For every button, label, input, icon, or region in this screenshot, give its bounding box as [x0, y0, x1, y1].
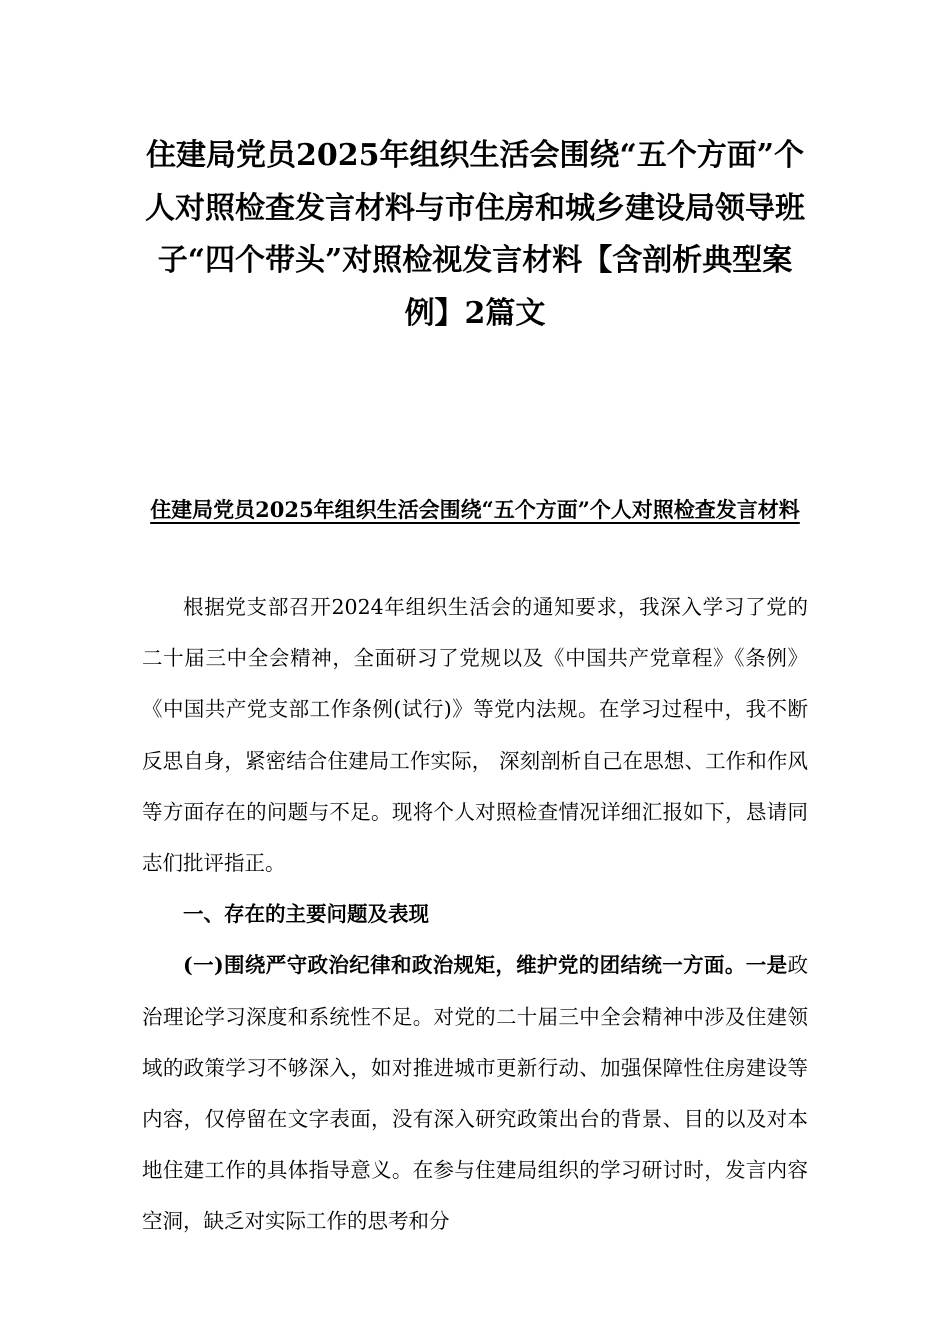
heading-one: 一、存在的主要问题及表现 — [183, 902, 429, 927]
section-title: 住建局党员2025年组织生活会围绕“五个方面”个人对照检查发言材料 — [150, 497, 800, 522]
sub-heading-text: 政治理论学习深度和系统性不足。对党的二十届三中全会精神中涉及住建领域的政策学习不够深入，如对推进城市更新行动、加强保障性住房建设等内容，仅停留在文字表面，没有深入研究政策出台的背景、目的以及对本地住建工作的具体指导意义。在参与住建局组织的学习研讨时，发言内容空洞，缺乏对实际工作的思考和分 — [142, 953, 808, 1234]
document-main-title: 住建局党员2025年组织生活会围绕“五个方面”个人对照检查发言材料与市住房和城乡建设局领导班子“四个带头”对照检视发言材料【含剖析典型案例】2篇文 — [145, 138, 805, 331]
sub-heading-paragraph — [142, 940, 808, 1247]
intro-paragraph: 根据党支部召开2024年组织生活会的通知要求，我深入学习了党的二十届三中全会精神，全面研习了党规以及《中国共产党章程》《条例》《中国共产党支部工作条例(试行)》等党内法规。在学习过程中，我不断反思自身，紧密结合住建局工作实际， 深刻剖析自己在思想、工作和作风等方面存在的问题与不足。现将个人对照检查情况详细汇报如下，恳请同志们批评指正。 — [142, 595, 808, 876]
sub-heading-bold: (一)围绕严守政治纪律和政治规矩，维护党的团结统一方面。一是 — [183, 953, 788, 978]
document-body — [142, 582, 808, 1248]
